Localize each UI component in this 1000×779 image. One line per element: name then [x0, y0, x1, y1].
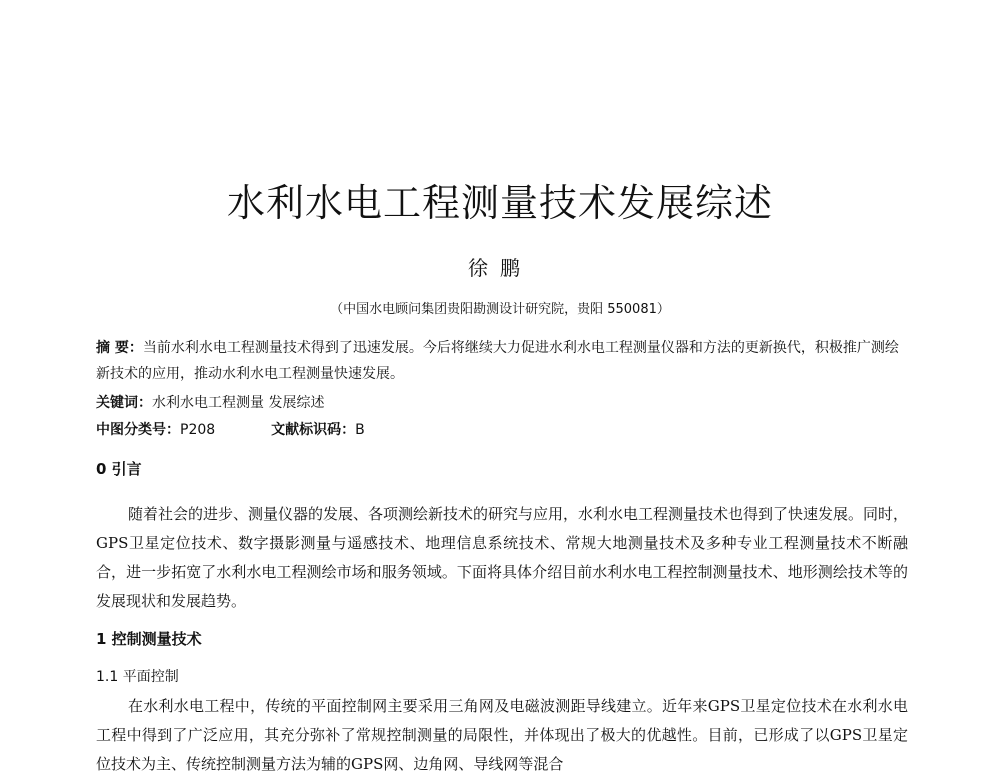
- author-affiliation: （中国水电顾问集团贵阳勘测设计研究院，贵阳 550081）: [330, 302, 670, 317]
- clc-label: 中图分类号：: [96, 422, 180, 438]
- section-heading-control: 1 控制测量技术: [96, 630, 202, 648]
- keywords-text: 水利水电工程测量 发展综述: [152, 395, 325, 411]
- abstract-label: 摘 要：: [96, 340, 143, 356]
- section-heading-intro: 0 引言: [96, 460, 142, 478]
- doc-code-label: 文献标识码：: [271, 422, 356, 438]
- classification-line: [96, 417, 908, 443]
- plane-control-paragraph: 在水利水电工程中，传统的平面控制网主要采用三角网及电磁波测距导线建立。近年来GPS卫星定位技术在水利水电工程中得到了广泛应用，其充分弥补了常规控制测量的局限性，并体现出了极大的优越性。目前，已形成了以GPS卫星定位技术为主、传统控制测量方法为辅的GPS网、边角网、导线网等混合: [96, 697, 908, 773]
- intro-paragraph: 随着社会的进步、测量仪器的发展、各项测绘新技术的研究与应用，水利水电工程测量技术也得到了快速发展。同时，GPS卫星定位技术、数字摄影测量与遥感技术、地理信息系统技术、常规大地测量技术及多种专业工程测量技术不断融合，进一步拓宽了水利水电工程测绘市场和服务领域。下面将具体介绍目前水利水电工程控制测量技术、地形测绘技术等的发展现状和发展趋势。: [96, 505, 909, 610]
- keywords-label: 关键词：: [96, 395, 152, 411]
- abstract: [96, 335, 908, 387]
- clc-value: P208: [180, 422, 216, 438]
- doc-code-value: B: [355, 422, 365, 438]
- abstract-text: 当前水利水电工程测量技术得到了迅速发展。今后将继续大力促进水利水电工程测量仪器和方法的更新换代，积极推广测绘新技术的应用，推动水利水电工程测量快速发展。: [96, 340, 899, 382]
- keywords: [96, 390, 908, 416]
- subsection-heading-plane-control: 1.1 平面控制: [96, 669, 179, 685]
- paper-title: 水利水电工程测量技术发展综述: [226, 181, 773, 225]
- author-name: 徐鹏: [468, 256, 532, 280]
